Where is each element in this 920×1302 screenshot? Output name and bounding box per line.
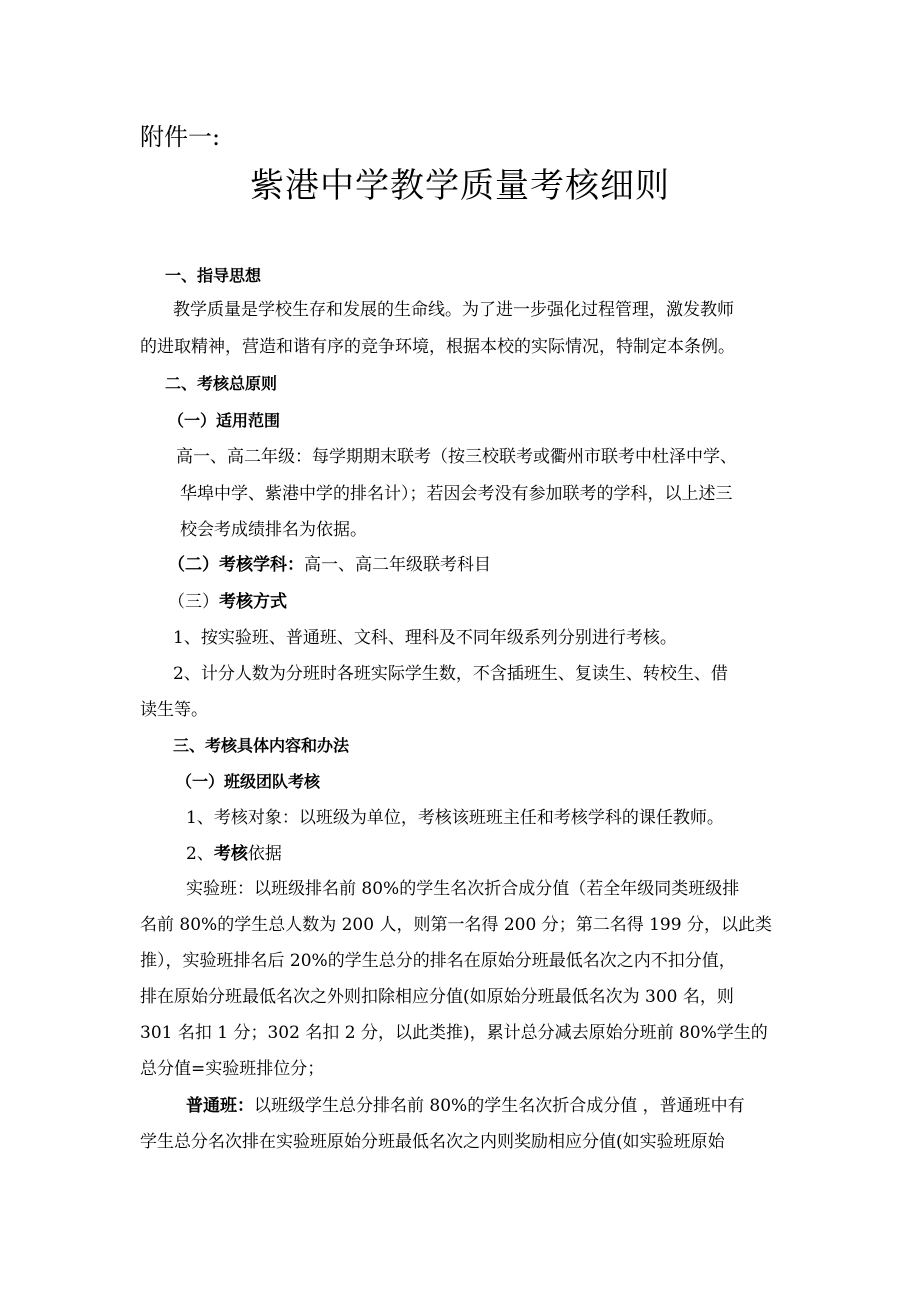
paragraph-line: 1、考核对象：以班级为单位，考核该班班主任和考核学科的课任教师。 bbox=[186, 808, 724, 828]
page-title: 紫港中学教学质量考核细则 bbox=[250, 166, 670, 206]
subheading-scope: （一）适用范围 bbox=[168, 411, 281, 430]
normal-class-text: 以班级学生总分排名前 80%的学生名次折合成分值 ，普通班中有 bbox=[254, 1096, 745, 1116]
paragraph-line: 高一、高二年级：每学期期末联考（按三校联考或衢州市联考中杜泽中学、 bbox=[176, 447, 737, 467]
paragraph-line: 的进取精神，营造和谐有序的竞争环境，根据本校的实际情况，特制定本条例。 bbox=[140, 337, 735, 357]
paragraph-line: 2、计分人数为分班时各班实际学生数，不含插班生、复读生、转校生、借 bbox=[173, 664, 728, 684]
paragraph-line: 名前 80%的学生总人数为 200 人，则第一名得 200 分；第二名得 199 分，以此类 bbox=[140, 915, 772, 935]
basis-bold: 考核 bbox=[213, 844, 248, 864]
subheading-subjects bbox=[168, 553, 491, 577]
section-heading-content: 三、考核具体内容和办法 bbox=[173, 736, 350, 755]
paragraph-line: 总分值=实验班排位分； bbox=[140, 1059, 325, 1079]
paragraph-line: 推），实验班排名后 20%的学生总分的排名在原始分班最低名次之内不扣分值， bbox=[140, 951, 736, 971]
subjects-label: （二）考核学科： bbox=[168, 555, 304, 575]
paragraph-line: 排在原始分班最低名次之外则扣除相应分值(如原始分班最低名次为 300 名，则 bbox=[140, 987, 734, 1007]
paragraph-line: 教学质量是学校生存和发展的生命线。为了进一步强化过程管理，激发教师 bbox=[173, 300, 734, 320]
normal-class-label: 普通班： bbox=[186, 1096, 254, 1116]
method-label: 考核方式 bbox=[219, 592, 287, 612]
method-prefix: （三） bbox=[168, 592, 219, 612]
paragraph-line: 读生等。 bbox=[140, 700, 208, 720]
subheading-basis bbox=[186, 842, 282, 866]
paragraph-line: 1、按实验班、普通班、文科、理科及不同年级系列分别进行考核。 bbox=[173, 628, 677, 648]
subjects-value: 高一、高二年级联考科目 bbox=[304, 555, 491, 575]
paragraph-line: 华埠中学、紫港中学的排名计）；若因会考没有参加联考的学科，以上述三 bbox=[180, 484, 733, 504]
section-heading-guiding-thought: 一、指导思想 bbox=[165, 266, 262, 285]
paragraph-line: 301 名扣 1 分；302 名扣 2 分，以此类推)，累计总分减去原始分班前 80%学生的 bbox=[140, 1023, 768, 1043]
paragraph-line-normal-class bbox=[186, 1094, 745, 1118]
paragraph-line: 学生总分名次排在实验班原始分班最低名次之内则奖励相应分值(如实验班原始 bbox=[140, 1132, 725, 1152]
basis-rest: 依据 bbox=[247, 844, 282, 864]
attachment-label: 附件一: bbox=[140, 123, 221, 151]
subheading-method bbox=[168, 590, 287, 614]
section-heading-principles: 二、考核总原则 bbox=[165, 374, 278, 393]
basis-prefix: 2、 bbox=[186, 844, 214, 864]
paragraph-line: 校会考成绩排名为依据。 bbox=[180, 520, 367, 540]
subheading-class-team: （一）班级团队考核 bbox=[176, 772, 321, 791]
paragraph-line: 实验班：以班级排名前 80%的学生名次折合成分值（若全年级同类班级排 bbox=[186, 879, 740, 899]
